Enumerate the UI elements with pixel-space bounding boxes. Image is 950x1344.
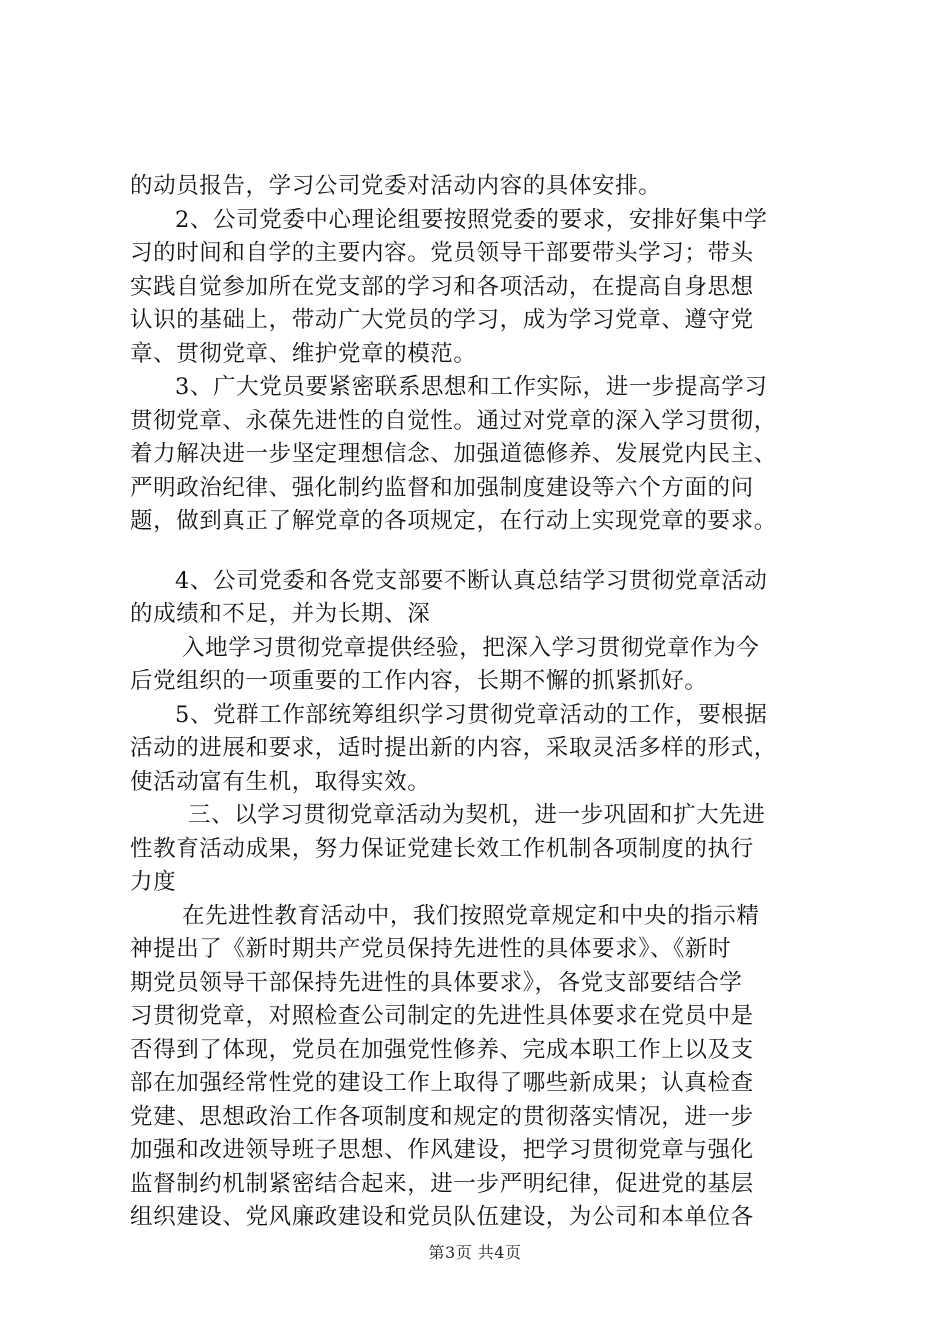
text-line: 在先进性教育活动中，我们按照党章规定和中央的指示精 <box>182 902 760 929</box>
section-heading: 三、以学习贯彻党章活动为契机，进一步巩固和扩大先进 <box>188 802 766 828</box>
paragraph-gap <box>130 539 850 565</box>
text-line: 入地学习贯彻党章提供经验，把深入学习贯彻党章作为今 <box>182 634 760 661</box>
text-line: 5、党群工作部统筹组织学习贯彻党章活动的工作，要根据 <box>175 701 768 728</box>
text-line: 部在加强经常性党的建设工作上取得了哪些新成果；认真检查 <box>130 1070 754 1096</box>
text-line: 认识的基础上，带动广大党员的学习，成为学习党章、遵守党 <box>130 307 754 333</box>
text-line: 2、公司党委中心理论组要按照党委的要求，安排好集中学 <box>175 206 768 233</box>
text-line: 党建、思想政治工作各项制度和规定的贯彻落实情况，进一步 <box>130 1103 754 1130</box>
text-line: 严明政治纪律、强化制约监督和加强制度建设等六个方面的问 <box>130 474 754 501</box>
text-line: 活动的进展和要求，适时提出新的内容，采取灵活多样的形式， <box>130 735 777 761</box>
text-line: 习贯彻党章，对照检查公司制定的先进性具体要求在党员中是 <box>130 1003 754 1029</box>
text-line: 习的时间和自学的主要内容。党员领导干部要带头学习；带头 <box>130 240 754 266</box>
text-line: 的动员报告，学习公司党委对活动内容的具体安排。 <box>130 173 662 199</box>
text-line: 4、公司党委和各党支部要不断认真总结学习贯彻党章活动 <box>175 567 768 594</box>
text-line: 期党员领导干部保持先进性的具体要求》，各党支部要结合学 <box>130 969 743 996</box>
text-line: 实践自觉参加所在党支部的学习和各项活动，在提高自身思想 <box>130 273 754 300</box>
text-line: 监督制约机制紧密结合起来，进一步严明纪律，促进党的基层 <box>130 1170 754 1197</box>
text-line: 组织建设、党风廉政建设和党员队伍建设，为公司和本单位各 <box>130 1204 754 1230</box>
text-line: 后党组织的一项重要的工作内容，长期不懈的抓紧抓好。 <box>130 668 708 694</box>
text-line: 着力解决进一步坚定理想信念、加强道德修养、发展党内民主、 <box>130 441 777 467</box>
text-line: 使活动富有生机，取得实效。 <box>130 768 431 795</box>
section-heading: 性教育活动成果，努力保证党建长效工作机制各项制度的执行 <box>130 835 754 862</box>
text-line: 否得到了体现，党员在加强党性修养、完成本职工作上以及支 <box>130 1036 754 1063</box>
text-line: 3、广大党员要紧密联系思想和工作实际，进一步提高学习 <box>175 374 768 400</box>
text-line: 的成绩和不足，并为长期、深 <box>130 601 431 627</box>
section-heading: 力度 <box>130 869 177 895</box>
document-body <box>130 170 850 1235</box>
page-footer: 第3页 共4页 <box>428 1243 522 1262</box>
text-line: 题，做到真正了解党章的各项规定，在行动上实现党章的要求。 <box>130 508 777 534</box>
text-line: 神提出了《新时期共产党员保持先进性的具体要求》、《新时 <box>130 936 732 962</box>
text-line: 章、贯彻党章、维护党章的模范。 <box>130 340 477 367</box>
text-line: 贯彻党章、永葆先进性的自觉性。通过对党章的深入学习贯彻， <box>130 407 777 434</box>
text-line: 加强和改进领导班子思想、作风建设，把学习贯彻党章与强化 <box>130 1137 754 1163</box>
